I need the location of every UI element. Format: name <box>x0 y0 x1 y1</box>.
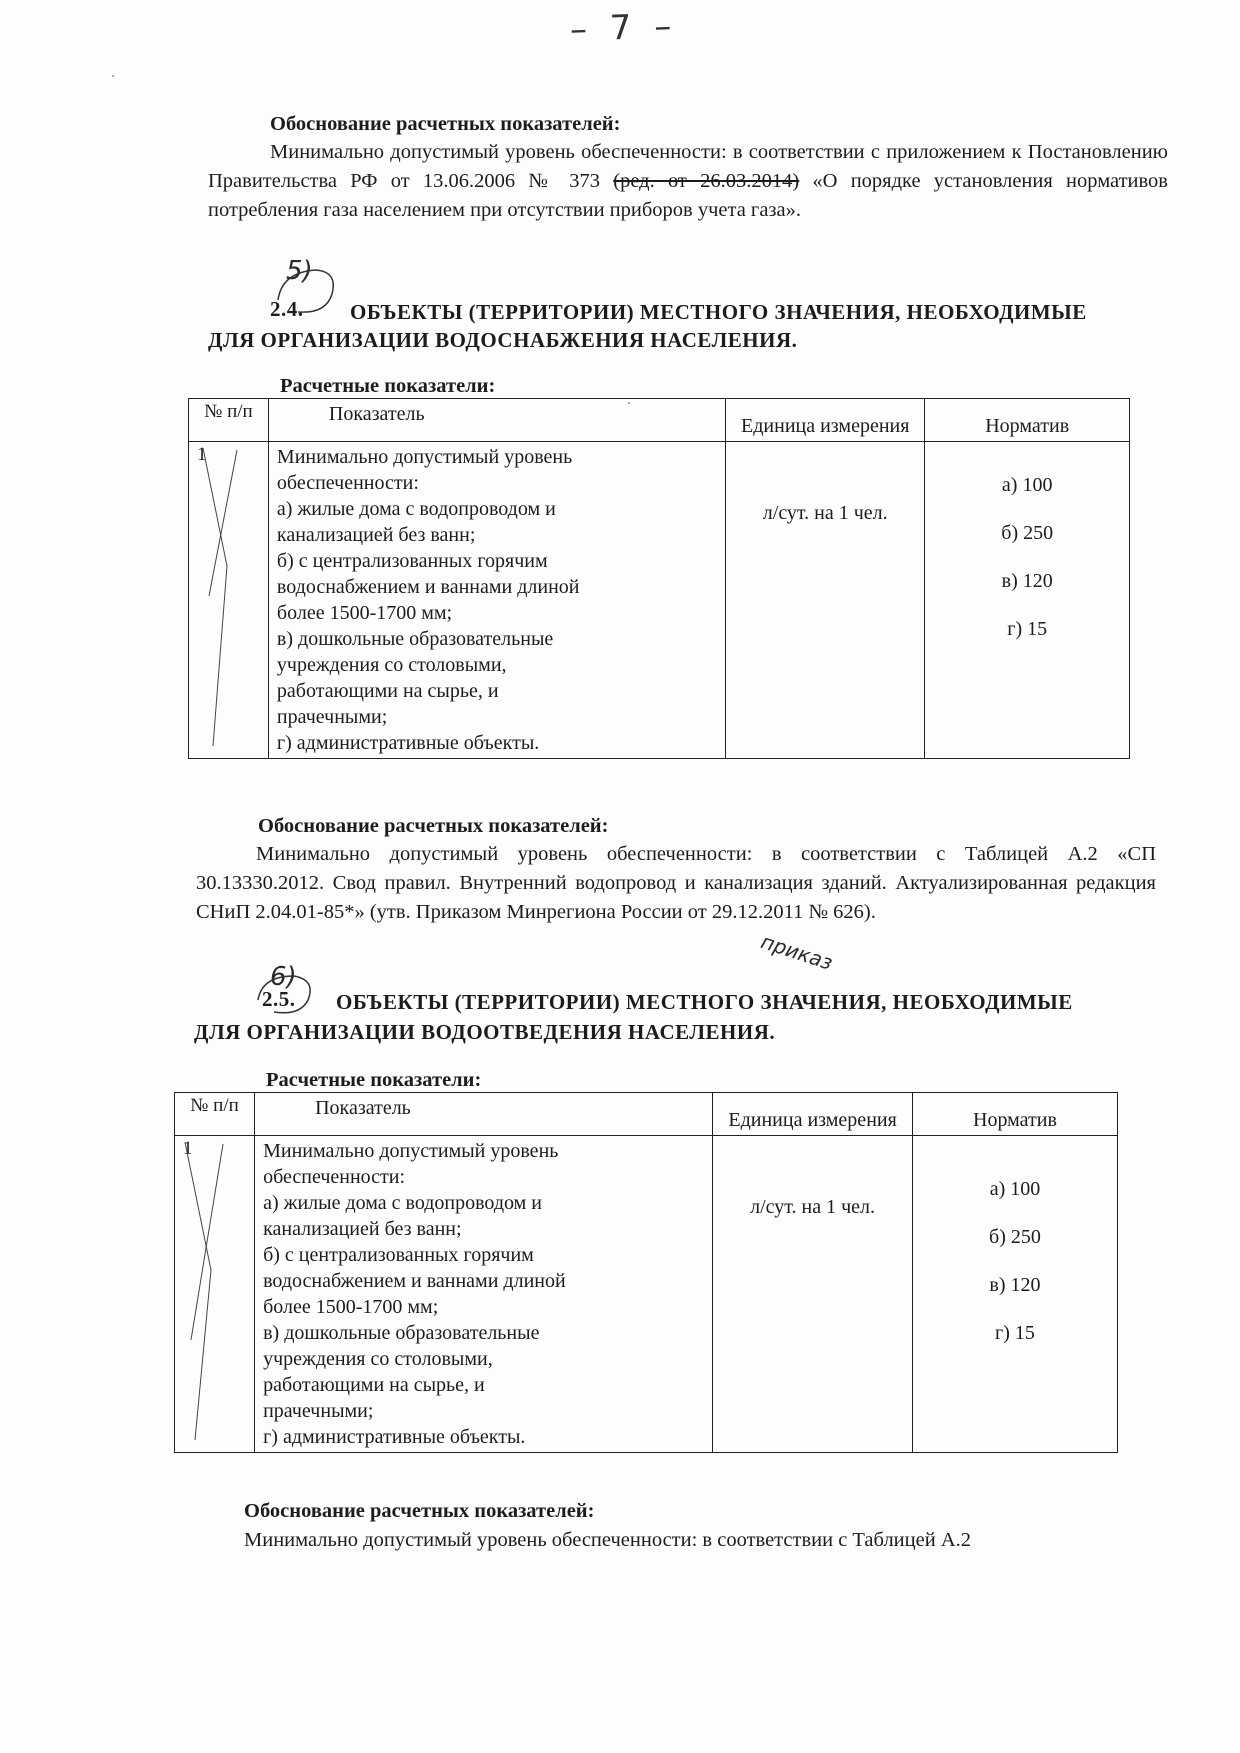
indicator-line: Минимально допустимый уровень <box>263 1140 559 1162</box>
gas-basis-text-1: Минимально допустимый уровень обеспеченности: в соответствии с приложением к Постановлению Правительства РФ от 13.06.2006 № 373 <box>208 141 1168 192</box>
norm-value: в) 120 <box>989 1274 1041 1296</box>
indicator-line: канализацией без ванн; <box>276 524 476 546</box>
indicator-line: учреждения со столовыми, <box>276 654 507 676</box>
gas-basis-struck-revision: (ред. от 26.03.2014) <box>613 170 800 192</box>
norm-value: а) 100 <box>1001 474 1053 496</box>
indicator-line: а) жилые дома с водопроводом и <box>276 498 556 520</box>
norm-value: г) 15 <box>1007 618 1048 640</box>
indicator-line: б) с централизованных горячим <box>276 550 548 572</box>
header-norm: Норматив <box>925 399 1130 442</box>
hand-cancel-mark <box>197 446 247 746</box>
scan-speck <box>112 75 114 77</box>
indicator-line: в) дошкольные образовательные <box>276 628 554 650</box>
water-basis-title: Обоснование расчетных показателей: <box>258 815 609 837</box>
table-header-row <box>175 1093 1118 1136</box>
sewage-section-title-line1: ОБЪЕКТЫ (ТЕРРИТОРИИ) МЕСТНОГО ЗНАЧЕНИЯ, НЕОБХОДИМЫЕ <box>336 990 1073 1014</box>
hand-cancel-mark <box>181 1140 231 1440</box>
indicator-line: прачечными; <box>263 1400 374 1422</box>
row-num-value: 1 <box>183 1138 193 1159</box>
page-number: – 7 – <box>569 6 678 50</box>
norm-value: б) 250 <box>1001 522 1054 544</box>
indicator-line: водоснабжением и ваннами длиной <box>276 576 580 598</box>
indicator-line: работающими на сырье, и <box>276 680 499 702</box>
water-section-title-line2: ДЛЯ ОРГАНИЗАЦИИ ВОДОСНАБЖЕНИЯ НАСЕЛЕНИЯ. <box>208 328 798 352</box>
gas-basis-title: Обоснование расчетных показателей: <box>270 113 621 135</box>
water-indicators-label: Расчетные показатели: <box>280 375 496 397</box>
row-num <box>189 442 269 759</box>
water-basis-text-2: «СП 30.13330.2012. Свод правил. Внутренний водопровод и канализация зданий. Актуализированная редакция СНиП 2.04.01-85*» <box>196 843 1157 923</box>
gas-basis-text-2: «О порядке установления нормативов потребления газа населением при отсутствии приборов учета газа». <box>208 170 1168 221</box>
indicator-line: а) жилые дома с водопроводом и <box>263 1192 543 1214</box>
row-indicator <box>255 1136 713 1453</box>
gas-basis-paragraph <box>208 138 1168 225</box>
header-num: № п/п <box>175 1093 255 1136</box>
row-unit: л/сут. на 1 чел. <box>726 442 925 759</box>
indicator-line: более 1500-1700 мм; <box>276 602 453 624</box>
water-section-hand-number: 5) <box>286 256 313 286</box>
indicator-line: прачечными; <box>276 706 388 728</box>
indicator-line: обеспеченности: <box>263 1166 406 1188</box>
sewage-indicators-label: Расчетные показатели: <box>266 1069 482 1091</box>
norm-value: в) 120 <box>1001 570 1053 592</box>
header-norm: Норматив <box>912 1093 1117 1136</box>
water-basis-text-1: Минимально допустимый уровень обеспеченности: в соответствии с Таблицей А.2 <box>256 843 1098 865</box>
row-unit: л/сут. на 1 чел. <box>713 1136 913 1453</box>
header-indicator: Показатель <box>268 399 725 442</box>
indicator-line: работающими на сырье, и <box>263 1374 485 1396</box>
indicator-line: г) административные объекты. <box>276 732 540 754</box>
row-num-value: 1 <box>197 444 207 465</box>
indicator-line: канализацией без ванн; <box>263 1218 462 1240</box>
header-unit: Единица измерения <box>713 1093 913 1136</box>
row-norms <box>912 1136 1117 1453</box>
header-indicator: Показатель <box>255 1093 713 1136</box>
indicator-line: Минимально допустимый уровень <box>276 446 573 468</box>
water-basis-paragraph <box>196 840 1156 927</box>
indicator-line: б) с централизованных горячим <box>263 1244 534 1266</box>
sewage-section-hand-number: 6) <box>270 962 297 992</box>
indicator-line: г) административные объекты. <box>263 1426 526 1448</box>
water-indicators-table <box>188 398 1130 759</box>
indicator-line: обеспеченности: <box>276 472 419 494</box>
water-basis-text-3: (утв. Приказом Минрегиона России от 29.12.2011 № 626). <box>364 901 876 923</box>
table-row <box>175 1136 1118 1453</box>
sewage-section-number: 2.5. <box>262 987 296 1011</box>
indicator-line: водоснабжением и ваннами длиной <box>263 1270 566 1292</box>
row-num <box>175 1136 255 1453</box>
table-header-row <box>189 399 1130 442</box>
norm-value: а) 100 <box>989 1178 1041 1200</box>
sewage-basis-title: Обоснование расчетных показателей: <box>244 1500 595 1522</box>
water-basis-hand-note: приказ <box>758 929 836 975</box>
header-unit: Единица измерения <box>726 399 925 442</box>
water-section-title-line1: ОБЪЕКТЫ (ТЕРРИТОРИИ) МЕСТНОГО ЗНАЧЕНИЯ, НЕОБХОДИМЫЕ <box>350 300 1087 324</box>
row-norms <box>925 442 1130 759</box>
water-section-number: 2.4. <box>270 297 304 321</box>
sewage-basis-text: Минимально допустимый уровень обеспеченности: в соответствии с Таблицей А.2 <box>244 1529 971 1551</box>
norm-value: г) 15 <box>995 1322 1035 1344</box>
sewage-indicators-table <box>174 1092 1118 1453</box>
norm-value: б) 250 <box>989 1226 1041 1248</box>
indicator-line: более 1500-1700 мм; <box>263 1296 439 1318</box>
indicator-line: в) дошкольные образовательные <box>263 1322 540 1344</box>
header-num: № п/п <box>189 399 269 442</box>
table-row <box>189 442 1130 759</box>
indicator-line: учреждения со столовыми, <box>263 1348 493 1370</box>
row-indicator <box>268 442 725 759</box>
sewage-section-title-line2: ДЛЯ ОРГАНИЗАЦИИ ВОДООТВЕДЕНИЯ НАСЕЛЕНИЯ. <box>194 1020 776 1044</box>
